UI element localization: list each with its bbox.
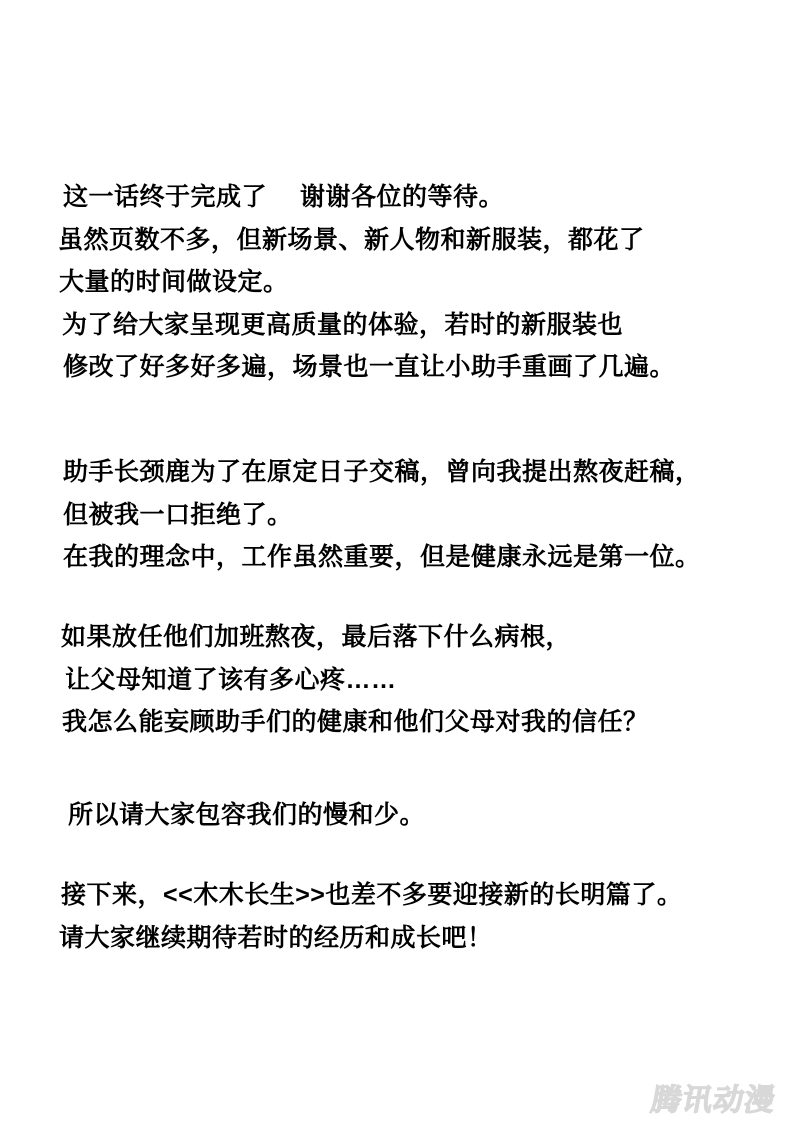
note-line: 请大家继续期待若时的经历和成长吧！ bbox=[59, 923, 493, 952]
note-paragraph-2 bbox=[63, 451, 701, 579]
note-line: 所以请大家包容我们的慢和少。 bbox=[68, 801, 426, 829]
note-paragraph-1 bbox=[58, 176, 675, 389]
note-line: 让父母知道了该有多心疼…… bbox=[65, 665, 397, 694]
note-line: 为了给大家呈现更高质量的体验，若时的新服装也 bbox=[62, 310, 624, 339]
note-line: 这一话终于完成了 谢谢各位的等待。 bbox=[63, 183, 504, 211]
note-line: 我怎么能妄顾助手们的健康和他们父母对我的信任？ bbox=[62, 708, 649, 736]
note-paragraph-5 bbox=[59, 874, 682, 959]
note-paragraph-3 bbox=[61, 616, 649, 744]
note-line: 助手长颈鹿为了在原定日子交稿，曾向我提出熬夜赶稿， bbox=[63, 458, 701, 486]
note-line: 接下来，<<木木长生>>也差不多要迎接新的长明篇了。 bbox=[61, 881, 683, 909]
note-paragraph-4 bbox=[68, 794, 425, 837]
note-line: 修改了好多好多遍，场景也一直让小助手重画了几遍。 bbox=[63, 353, 676, 381]
tencent-comics-watermark: 腾讯动漫 bbox=[648, 1084, 779, 1117]
note-line: 在我的理念中，工作虽然重要，但是健康永远是第一位。 bbox=[63, 543, 701, 571]
note-line: 如果放任他们加班熬夜，最后落下什么病根， bbox=[61, 623, 572, 651]
note-line: 虽然页数不多，但新场景、新人物和新服装，都花了 bbox=[58, 225, 645, 254]
note-line: 大量的时间做设定。 bbox=[59, 268, 289, 296]
note-line: 但被我一口拒绝了。 bbox=[63, 500, 293, 529]
